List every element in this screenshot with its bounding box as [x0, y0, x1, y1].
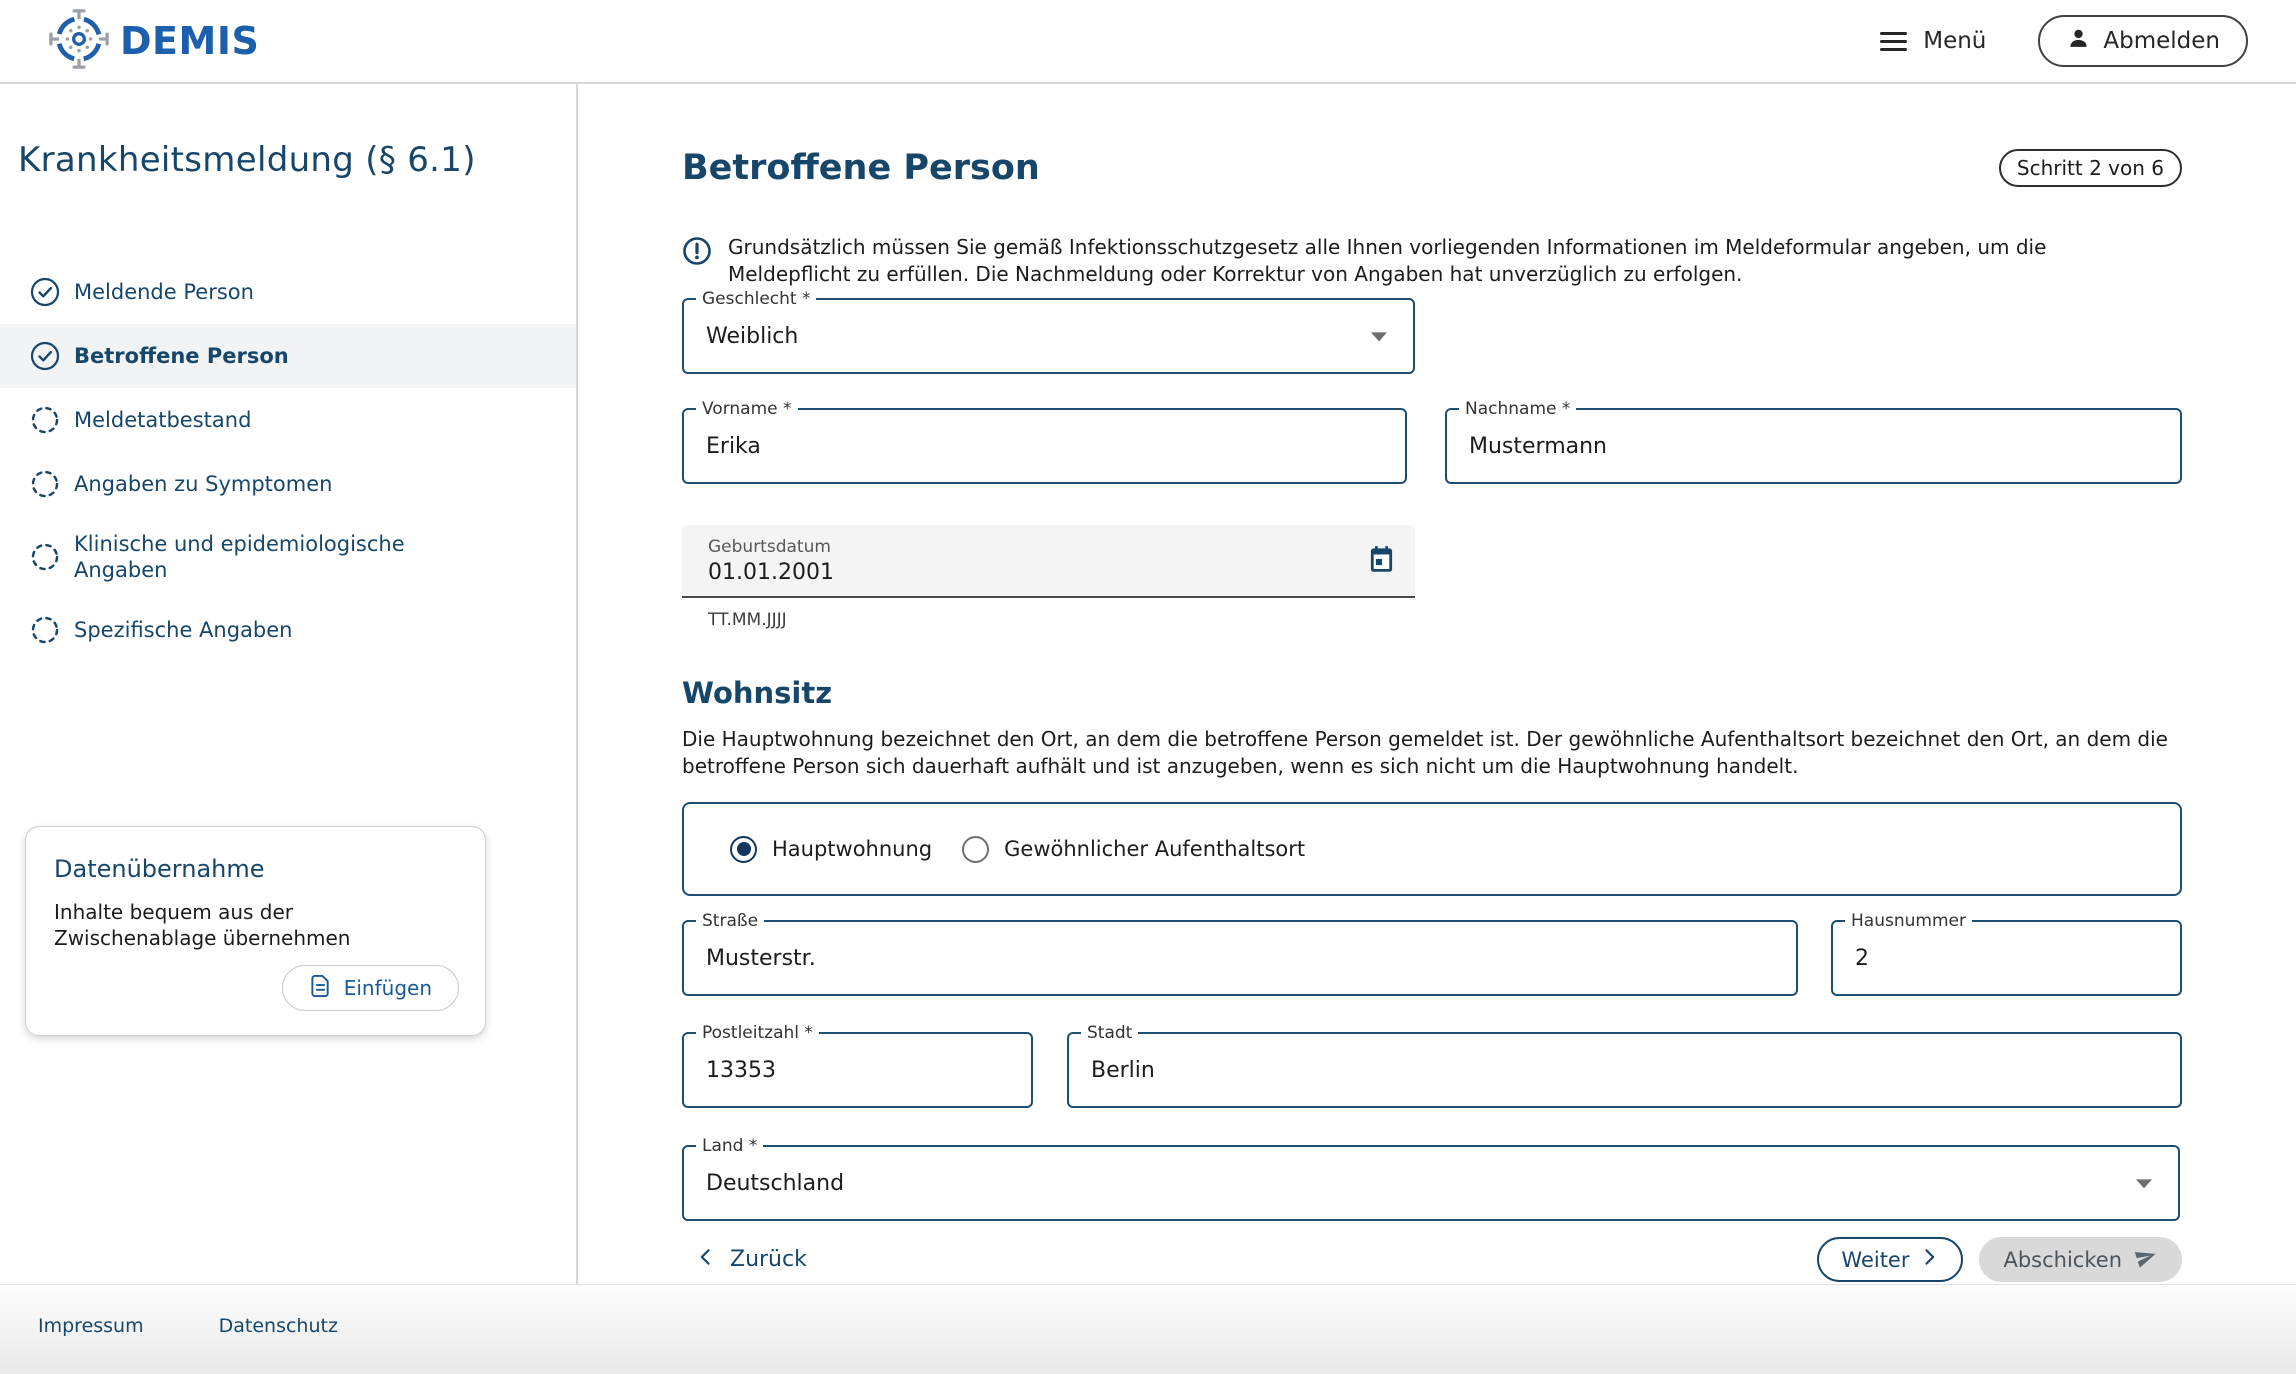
- geschlecht-value: Weiblich: [706, 323, 799, 349]
- logout-label: Abmelden: [2103, 28, 2220, 54]
- vorname-input[interactable]: [682, 399, 1407, 484]
- user-icon: [2066, 26, 2091, 57]
- sidebar-item-meldetatbestand[interactable]: [0, 388, 576, 452]
- step-label: Betroffene Person: [74, 343, 289, 368]
- sidebar-item-meldende-person[interactable]: [0, 260, 576, 324]
- datenuebernahme-card: [25, 826, 486, 1036]
- weiter-label: Weiter: [1841, 1247, 1910, 1272]
- form-title: Krankheitsmeldung (§ 6.1): [18, 140, 476, 180]
- date-format-hint: TT.MM.JJJJ: [708, 610, 787, 630]
- radio-hauptwohnung[interactable]: Hauptwohnung: [730, 836, 932, 863]
- postleitzahl-label: Postleitzahl *: [696, 1023, 819, 1043]
- radio-gewoehnlicher-aufenthaltsort[interactable]: Gewöhnlicher Aufenthaltsort: [962, 836, 1305, 863]
- sidebar-item-angaben-zu-symptomen[interactable]: [0, 452, 576, 516]
- radio-selected-icon: [730, 836, 757, 863]
- virus-logo-icon: [48, 8, 110, 74]
- nachname-input[interactable]: [1445, 399, 2182, 484]
- vorname-label: Vorname *: [696, 399, 798, 419]
- einfuegen-button[interactable]: [282, 965, 459, 1011]
- stadt-value: Berlin: [1091, 1057, 1155, 1083]
- wohnsitz-radio-group: [682, 802, 2182, 896]
- postleitzahl-input[interactable]: [682, 1023, 1033, 1108]
- step-label: Spezifische Angaben: [74, 617, 293, 642]
- demis-logo[interactable]: [48, 8, 259, 74]
- vorname-value: Erika: [706, 433, 761, 459]
- step-nav: [0, 260, 576, 662]
- abschicken-button[interactable]: [1979, 1237, 2182, 1282]
- sidebar-item-klinische-und-epidemiologische-angaben[interactable]: [0, 516, 576, 598]
- logout-button[interactable]: [2038, 15, 2248, 67]
- abschicken-label: Abschicken: [2003, 1247, 2122, 1272]
- check-circle-icon: [30, 341, 60, 371]
- menu-button[interactable]: [1880, 28, 1986, 54]
- land-select[interactable]: [682, 1136, 2180, 1221]
- hausnummer-value: 2: [1855, 945, 1869, 971]
- info-icon: [682, 236, 712, 288]
- zurueck-button[interactable]: [696, 1246, 807, 1274]
- card-body-text: Inhalte bequem aus der Zwischenablage übernehmen: [54, 900, 351, 950]
- stadt-label: Stadt: [1081, 1023, 1138, 1043]
- logo-text: DEMIS: [120, 19, 260, 63]
- chevron-left-icon: [696, 1246, 716, 1274]
- step-label: Meldende Person: [74, 279, 254, 304]
- sidebar-item-spezifische-angaben[interactable]: [0, 598, 576, 662]
- geburtsdatum-label: Geburtsdatum: [708, 536, 831, 557]
- card-title: Datenübernahme: [54, 855, 265, 883]
- geschlecht-select[interactable]: [682, 289, 1415, 374]
- sidebar-item-betroffene-person[interactable]: [0, 324, 576, 388]
- hausnummer-label: Hausnummer: [1845, 911, 1972, 931]
- land-value: Deutschland: [706, 1170, 845, 1196]
- main-form: [578, 84, 2296, 1284]
- app-header: [0, 0, 2296, 84]
- postleitzahl-value: 13353: [706, 1057, 776, 1083]
- dropdown-caret-icon: [2136, 1179, 2152, 1188]
- hamburger-icon: [1880, 32, 1907, 51]
- info-text: Grundsätzlich müssen Sie gemäß Infektionsschutzgesetz alle Ihnen vorliegenden Informationen im Meldeformular angeben, um die Meldepflicht zu erfüllen. Die Nachmeldung oder Korrektur von Angaben hat unverzüglich zu erfolgen.: [728, 235, 2047, 286]
- wohnsitz-description: Die Hauptwohnung bezeichnet den Ort, an dem die betroffene Person gemeldet ist. Der gewöhnliche Aufenthaltsort bezeichnet den Ort, an dem die betroffene Person sich dauerhaft aufhält und ist anzugeben, wenn es sich nicht um die Hauptwohnung handelt.: [682, 727, 2168, 778]
- nachname-label: Nachname *: [1459, 399, 1576, 419]
- stadt-input[interactable]: [1067, 1023, 2182, 1108]
- info-note: [682, 234, 2182, 288]
- menu-label: Menü: [1923, 28, 1987, 54]
- dashed-circle-icon: [30, 542, 60, 572]
- dashed-circle-icon: [30, 469, 60, 499]
- step-label: Klinische und epidemiologische Angaben: [74, 531, 405, 582]
- header-actions: [1880, 15, 2248, 67]
- step-label: Meldetatbestand: [74, 407, 252, 432]
- dashed-circle-icon: [30, 405, 60, 435]
- wohnsitz-section-title: Wohnsitz: [682, 676, 833, 710]
- geburtsdatum-input[interactable]: [682, 525, 1415, 598]
- geschlecht-label: Geschlecht *: [696, 289, 816, 309]
- strasse-label: Straße: [696, 911, 764, 931]
- land-label: Land *: [696, 1136, 763, 1156]
- strasse-value: Musterstr.: [706, 945, 816, 971]
- hausnummer-input[interactable]: [1831, 911, 2182, 996]
- page-title: Betroffene Person: [682, 148, 1040, 188]
- weiter-button[interactable]: [1817, 1237, 1963, 1282]
- step-badge: Schritt 2 von 6: [1999, 149, 2182, 187]
- dashed-circle-icon: [30, 615, 60, 645]
- einfuegen-label: Einfügen: [343, 976, 432, 1000]
- impressum-link[interactable]: Impressum: [38, 1314, 144, 1337]
- dropdown-caret-icon: [1371, 332, 1387, 341]
- step-label: Angaben zu Symptomen: [74, 471, 333, 496]
- sidebar: [0, 84, 578, 1284]
- app-footer: [0, 1284, 2296, 1374]
- send-icon: [2134, 1246, 2158, 1273]
- chevron-right-icon: [1919, 1246, 1939, 1273]
- check-circle-icon: [30, 277, 60, 307]
- nachname-value: Mustermann: [1469, 433, 1608, 459]
- calendar-icon[interactable]: [1368, 545, 1395, 577]
- paste-document-icon: [309, 973, 332, 1004]
- zurueck-label: Zurück: [730, 1247, 807, 1272]
- datenschutz-link[interactable]: Datenschutz: [218, 1314, 338, 1337]
- geburtsdatum-value: 01.01.2001: [708, 559, 834, 585]
- radio-unselected-icon: [962, 836, 989, 863]
- strasse-input[interactable]: [682, 911, 1798, 996]
